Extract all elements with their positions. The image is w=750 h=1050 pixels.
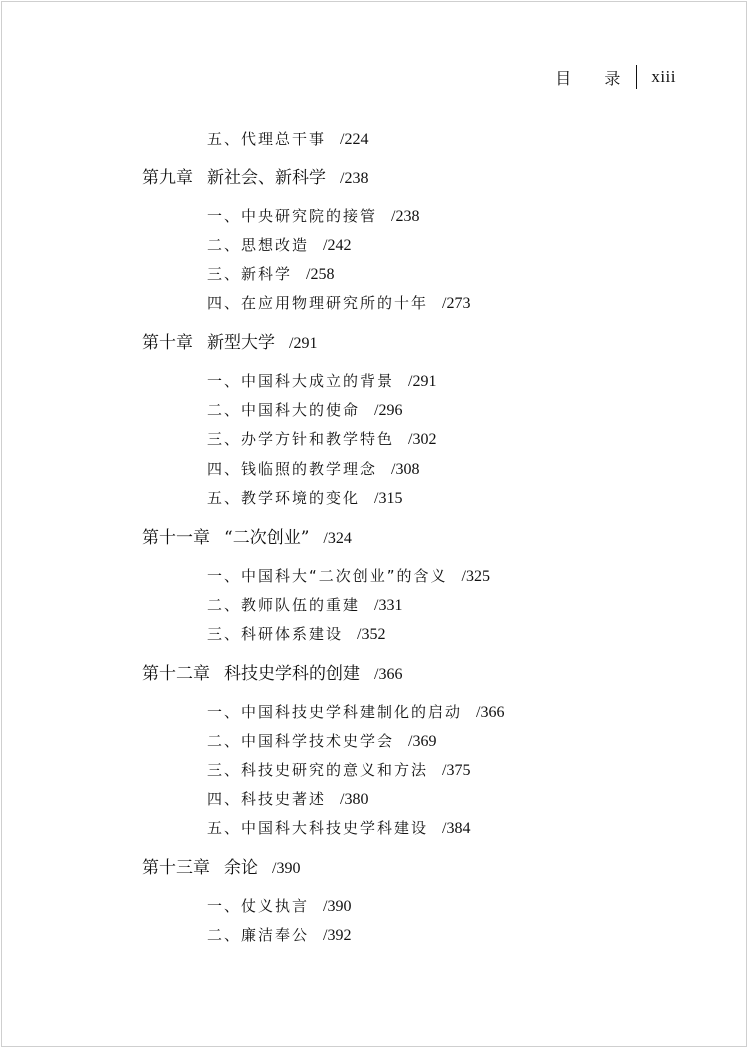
- chapter-number: 第十一章: [142, 528, 210, 548]
- section-title: 二、教师队伍的重建: [207, 596, 361, 614]
- running-head-rule: [636, 65, 637, 89]
- toc-page-reference: /258: [306, 266, 335, 283]
- toc-section-entry[interactable]: [207, 899, 351, 915]
- book-page: [1, 1, 747, 1047]
- toc-page-reference: /392: [323, 927, 352, 944]
- toc-page-reference: /302: [408, 431, 437, 448]
- toc-section-entry[interactable]: [207, 821, 470, 837]
- section-title: 三、科技史研究的意义和方法: [207, 761, 429, 779]
- section-title: 三、新科学: [207, 265, 293, 283]
- toc-page-reference: /324: [323, 530, 352, 547]
- section-title: 一、中国科大成立的背景: [207, 372, 395, 390]
- toc-page-reference: /308: [391, 461, 420, 478]
- toc-section-entry[interactable]: [207, 132, 368, 148]
- toc-section-entry[interactable]: [207, 209, 419, 225]
- toc-page-reference: /390: [272, 860, 301, 877]
- toc-page-reference: /366: [476, 704, 505, 721]
- section-title: 三、办学方针和教学特色: [207, 430, 395, 448]
- toc-page-reference: /296: [374, 402, 403, 419]
- toc-chapter-entry[interactable]: [142, 530, 352, 547]
- toc-section-entry[interactable]: [207, 928, 351, 944]
- page-number: xiii: [651, 67, 676, 86]
- toc-section-entry[interactable]: [207, 734, 436, 750]
- toc-page-reference: /390: [323, 898, 352, 915]
- toc-section-entry[interactable]: [207, 238, 351, 254]
- section-title: 二、思想改造: [207, 236, 310, 254]
- toc-chapter-entry[interactable]: [142, 335, 317, 352]
- section-title: 二、中国科大的使命: [207, 401, 361, 419]
- toc-section-entry[interactable]: [207, 296, 470, 312]
- toc-page-reference: /224: [340, 131, 369, 148]
- toc-page-reference: /375: [442, 762, 471, 779]
- chapter-number: 第九章: [142, 168, 193, 188]
- chapter-title: 新社会、新科学: [207, 168, 326, 188]
- toc-chapter-entry[interactable]: [142, 170, 368, 187]
- section-title: 五、代理总干事: [207, 130, 327, 148]
- toc-page-reference: /238: [340, 170, 369, 187]
- chapter-title: 科技史学科的创建: [224, 664, 360, 684]
- section-title: 四、在应用物理研究所的十年: [207, 294, 429, 312]
- running-head: [555, 64, 676, 90]
- section-title: 四、科技史著述: [207, 790, 327, 808]
- toc-page-reference: /380: [340, 791, 369, 808]
- toc-page-reference: /331: [374, 597, 403, 614]
- toc-section-entry[interactable]: [207, 403, 402, 419]
- section-title: 一、中央研究院的接管: [207, 207, 378, 225]
- toc-page-reference: /369: [408, 733, 437, 750]
- toc-page-reference: /352: [357, 626, 386, 643]
- toc-section-entry[interactable]: [207, 792, 368, 808]
- running-head-section-title: 目 录: [555, 68, 635, 88]
- section-title: 一、中国科大“二次创业”的含义: [207, 567, 448, 585]
- toc-section-entry[interactable]: [207, 598, 402, 614]
- section-title: 一、中国科技史学科建制化的启动: [207, 703, 463, 721]
- section-title: 三、科研体系建设: [207, 625, 344, 643]
- section-title: 四、钱临照的教学理念: [207, 460, 378, 478]
- toc-section-entry[interactable]: [207, 705, 504, 721]
- toc-page-reference: /325: [461, 568, 490, 585]
- toc-page-reference: /291: [289, 335, 318, 352]
- toc-section-entry[interactable]: [207, 627, 385, 643]
- toc-chapter-entry[interactable]: [142, 860, 300, 877]
- chapter-title: 余论: [224, 858, 258, 878]
- toc-page-reference: /366: [374, 666, 403, 683]
- section-title: 五、教学环境的变化: [207, 489, 361, 507]
- toc-page-reference: /384: [442, 820, 471, 837]
- toc-section-entry[interactable]: [207, 432, 436, 448]
- toc-section-entry[interactable]: [207, 491, 402, 507]
- section-title: 一、仗义执言: [207, 897, 310, 915]
- chapter-title: 新型大学: [207, 333, 275, 353]
- toc-page-reference: /291: [408, 373, 437, 390]
- toc-page-reference: /273: [442, 295, 471, 312]
- chapter-number: 第十二章: [142, 664, 210, 684]
- toc-page-reference: /315: [374, 490, 403, 507]
- toc-section-entry[interactable]: [207, 374, 436, 390]
- chapter-number: 第十章: [142, 333, 193, 353]
- toc-section-entry[interactable]: [207, 462, 419, 478]
- toc-chapter-entry[interactable]: [142, 666, 402, 683]
- chapter-title: “二次创业”: [224, 528, 310, 548]
- section-title: 二、廉洁奉公: [207, 926, 310, 944]
- toc-section-entry[interactable]: [207, 267, 334, 283]
- toc-section-entry[interactable]: [207, 763, 470, 779]
- toc-page-reference: /238: [391, 208, 420, 225]
- section-title: 二、中国科学技术史学会: [207, 732, 395, 750]
- toc-page-reference: /242: [323, 237, 352, 254]
- chapter-number: 第十三章: [142, 858, 210, 878]
- section-title: 五、中国科大科技史学科建设: [207, 819, 429, 837]
- toc-section-entry[interactable]: [207, 569, 490, 585]
